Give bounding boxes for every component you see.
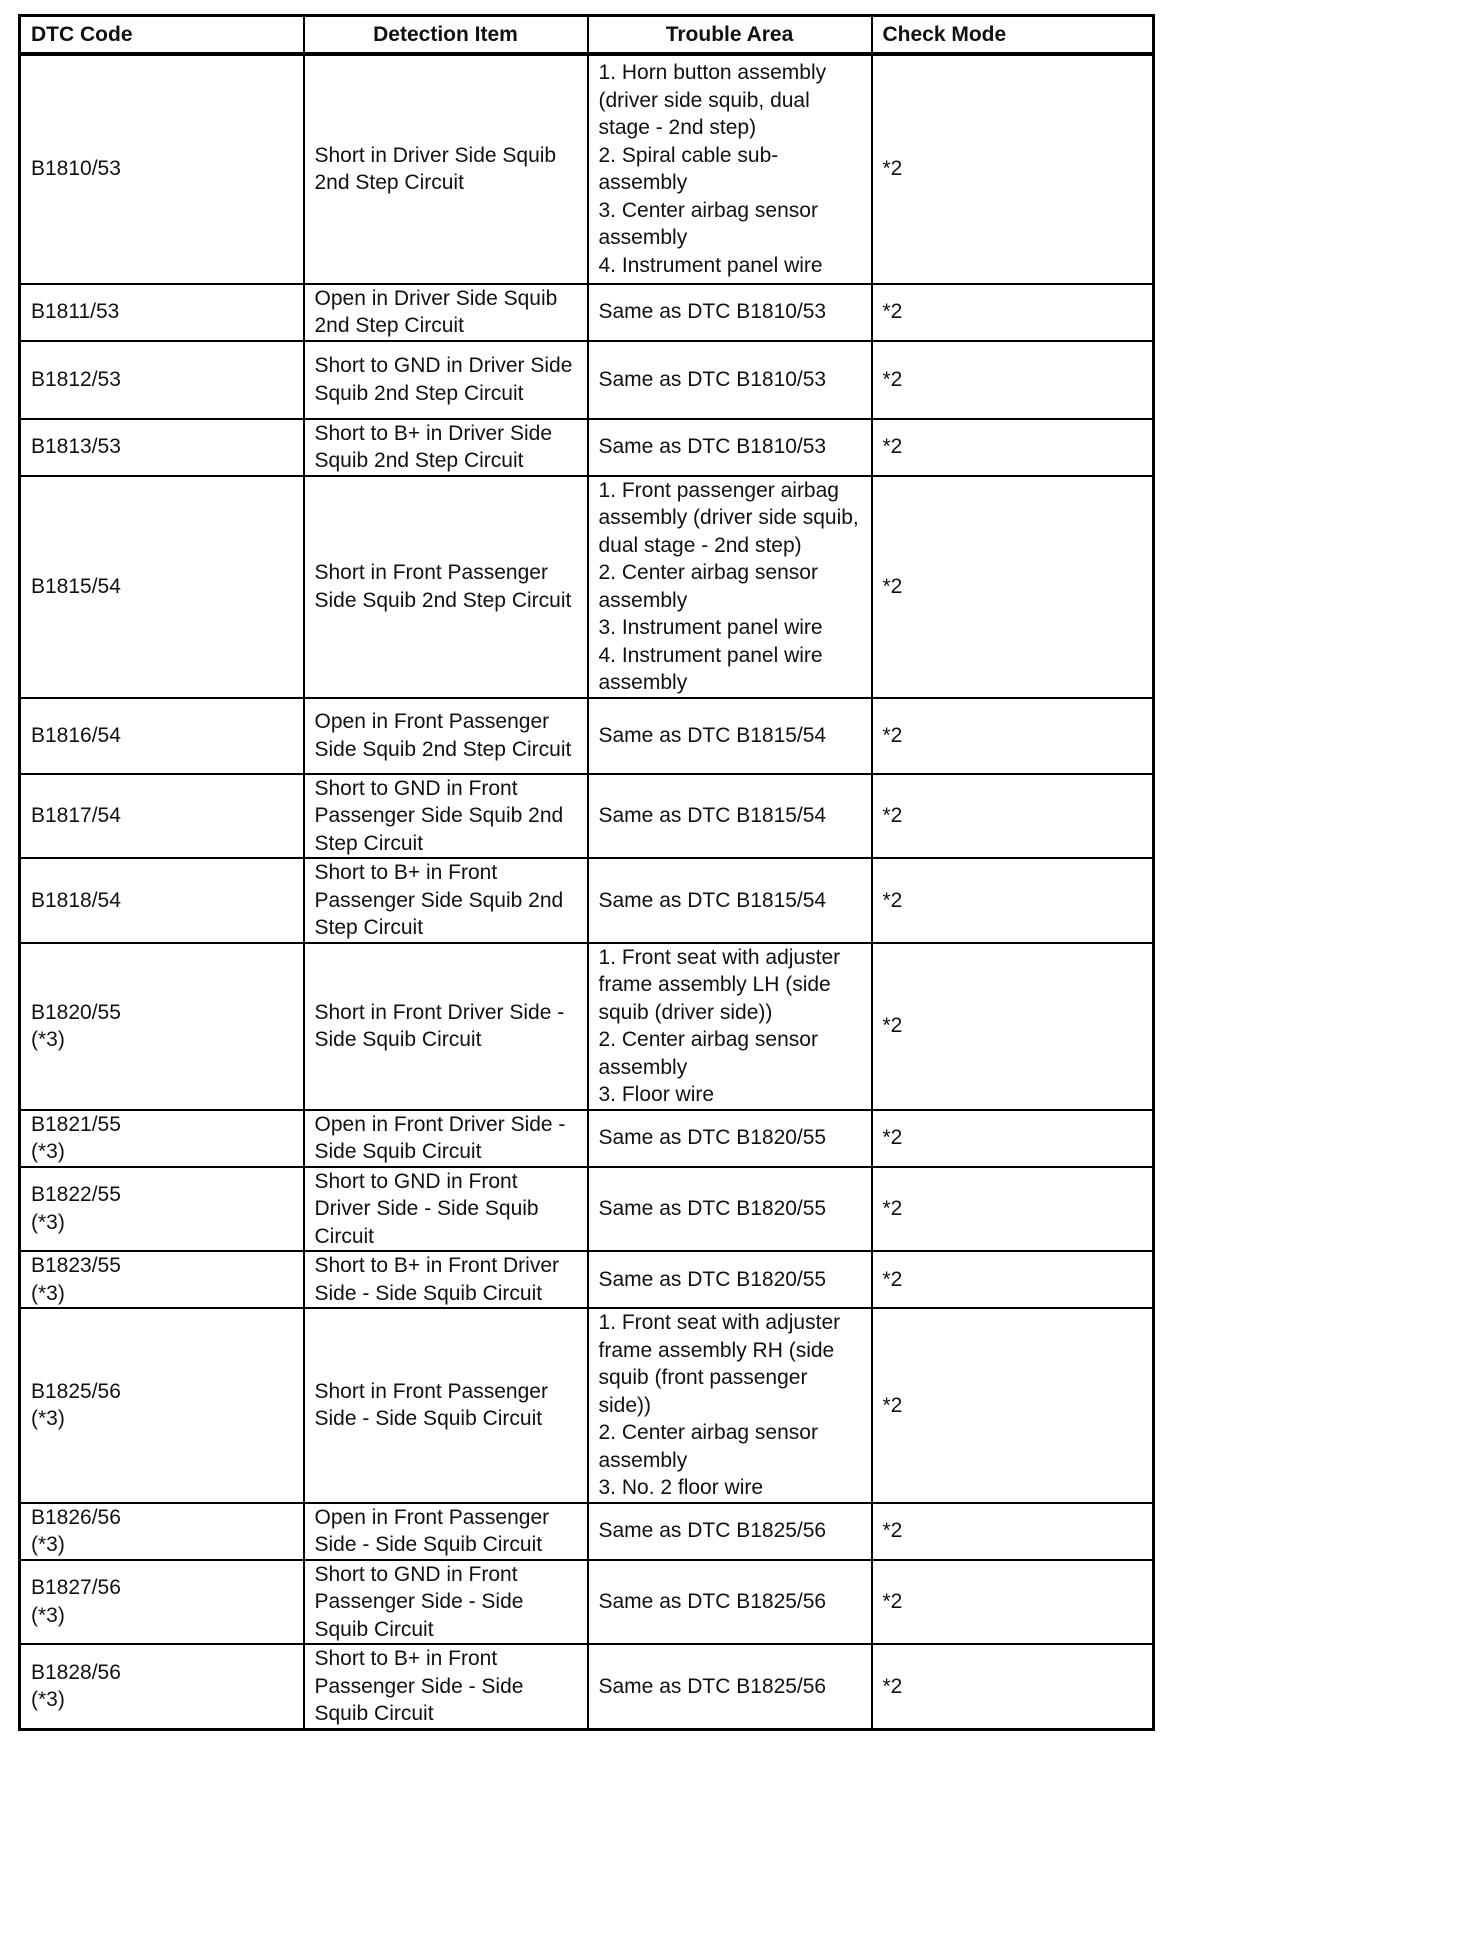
cell-check-mode: *2 [872,476,1154,698]
table-row [20,1503,1154,1560]
cell-check-mode: *2 [872,858,1154,943]
cell-trouble-area: Same as DTC B1810/53 [588,284,872,341]
cell-detection-item: Short in Front Driver Side - Side Squib Circuit [304,943,588,1110]
header-trouble-area: Trouble Area [588,16,872,54]
cell-trouble-area: Same as DTC B1820/55 [588,1167,872,1252]
cell-trouble-area: Same as DTC B1815/54 [588,774,872,859]
cell-dtc-code: B1810/53 [20,54,304,284]
table-row [20,419,1154,476]
cell-detection-item: Short to GND in Driver Side Squib 2nd Step Circuit [304,341,588,419]
cell-check-mode: *2 [872,1110,1154,1167]
table-row [20,1110,1154,1167]
table-row [20,943,1154,1110]
cell-check-mode: *2 [872,1644,1154,1729]
cell-check-mode: *2 [872,1503,1154,1560]
cell-check-mode: *2 [872,1167,1154,1252]
header-dtc-code: DTC Code [20,16,304,54]
table-row [20,54,1154,284]
cell-detection-item: Short in Front Passenger Side - Side Squib Circuit [304,1308,588,1503]
cell-trouble-area: Same as DTC B1810/53 [588,419,872,476]
cell-dtc-code: B1816/54 [20,698,304,774]
cell-detection-item: Short to B+ in Front Passenger Side - Side Squib Circuit [304,1644,588,1729]
table-row [20,774,1154,859]
cell-trouble-area: Same as DTC B1820/55 [588,1251,872,1308]
cell-trouble-area: Same as DTC B1820/55 [588,1110,872,1167]
cell-detection-item: Short in Driver Side Squib 2nd Step Circuit [304,54,588,284]
cell-detection-item: Open in Front Passenger Side Squib 2nd Step Circuit [304,698,588,774]
cell-detection-item: Open in Front Passenger Side - Side Squib Circuit [304,1503,588,1560]
cell-detection-item: Short to GND in Front Driver Side - Side Squib Circuit [304,1167,588,1252]
cell-dtc-code: B1825/56 (*3) [20,1308,304,1503]
cell-detection-item: Open in Front Driver Side - Side Squib Circuit [304,1110,588,1167]
table-row [20,341,1154,419]
cell-dtc-code: B1818/54 [20,858,304,943]
table-row [20,284,1154,341]
table-header [20,16,1154,54]
cell-dtc-code: B1813/53 [20,419,304,476]
cell-check-mode: *2 [872,1308,1154,1503]
cell-check-mode: *2 [872,943,1154,1110]
table-row [20,1308,1154,1503]
table-row [20,1644,1154,1729]
cell-check-mode: *2 [872,284,1154,341]
cell-detection-item: Short to B+ in Front Passenger Side Squib 2nd Step Circuit [304,858,588,943]
cell-dtc-code: B1823/55 (*3) [20,1251,304,1308]
cell-trouble-area: 1. Horn button assembly (driver side squib, dual stage - 2nd step) 2. Spiral cable sub-assembly 3. Center airbag sensor assembly 4. Instrument panel wire [588,54,872,284]
cell-dtc-code: B1815/54 [20,476,304,698]
header-detection-item: Detection Item [304,16,588,54]
cell-trouble-area: 1. Front seat with adjuster frame assembly LH (side squib (driver side)) 2. Center airbag sensor assembly 3. Floor wire [588,943,872,1110]
cell-detection-item: Short to B+ in Front Driver Side - Side Squib Circuit [304,1251,588,1308]
cell-check-mode: *2 [872,698,1154,774]
header-check-mode: Check Mode [872,16,1154,54]
cell-detection-item: Short to B+ in Driver Side Squib 2nd Step Circuit [304,419,588,476]
table-row [20,858,1154,943]
table-row [20,698,1154,774]
cell-check-mode: *2 [872,1251,1154,1308]
cell-detection-item: Open in Driver Side Squib 2nd Step Circuit [304,284,588,341]
cell-dtc-code: B1817/54 [20,774,304,859]
cell-dtc-code: B1828/56 (*3) [20,1644,304,1729]
cell-dtc-code: B1827/56 (*3) [20,1560,304,1645]
cell-check-mode: *2 [872,419,1154,476]
cell-trouble-area: Same as DTC B1815/54 [588,698,872,774]
table-row [20,1560,1154,1645]
table-body [20,54,1154,1730]
table-row [20,476,1154,698]
cell-dtc-code: B1822/55 (*3) [20,1167,304,1252]
cell-check-mode: *2 [872,774,1154,859]
dtc-table [18,14,1155,1731]
cell-check-mode: *2 [872,1560,1154,1645]
cell-check-mode: *2 [872,341,1154,419]
cell-trouble-area: 1. Front passenger airbag assembly (driver side squib, dual stage - 2nd step) 2. Center airbag sensor assembly 3. Instrument panel wire 4. Instrument panel wire assembly [588,476,872,698]
cell-dtc-code: B1820/55 (*3) [20,943,304,1110]
cell-dtc-code: B1821/55 (*3) [20,1110,304,1167]
cell-trouble-area: 1. Front seat with adjuster frame assembly RH (side squib (front passenger side)) 2. Center airbag sensor assembly 3. No. 2 floor wire [588,1308,872,1503]
cell-trouble-area: Same as DTC B1825/56 [588,1560,872,1645]
cell-trouble-area: Same as DTC B1825/56 [588,1503,872,1560]
cell-trouble-area: Same as DTC B1810/53 [588,341,872,419]
cell-trouble-area: Same as DTC B1815/54 [588,858,872,943]
cell-detection-item: Short in Front Passenger Side Squib 2nd Step Circuit [304,476,588,698]
cell-dtc-code: B1812/53 [20,341,304,419]
table-row [20,1251,1154,1308]
cell-detection-item: Short to GND in Front Passenger Side - Side Squib Circuit [304,1560,588,1645]
cell-check-mode: *2 [872,54,1154,284]
cell-detection-item: Short to GND in Front Passenger Side Squib 2nd Step Circuit [304,774,588,859]
cell-trouble-area: Same as DTC B1825/56 [588,1644,872,1729]
table-row [20,1167,1154,1252]
cell-dtc-code: B1826/56 (*3) [20,1503,304,1560]
cell-dtc-code: B1811/53 [20,284,304,341]
header-row [20,16,1154,54]
